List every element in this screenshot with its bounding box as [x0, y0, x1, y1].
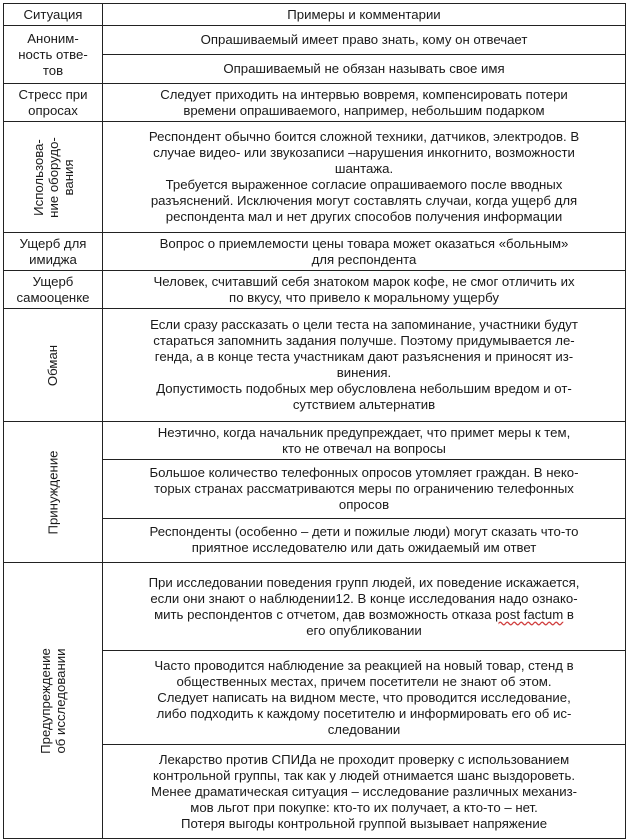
example-cell: Опрашиваемый не обязан называть свое имя — [103, 55, 626, 84]
table-row — [4, 309, 626, 422]
text-line: разъяснений. Исключения могут составлять случаи, когда ущерб для — [150, 193, 578, 208]
table-row — [4, 84, 626, 122]
example-cell — [103, 563, 626, 651]
text-line: времени опрашиваемого, например, небольшим подарком — [183, 102, 545, 118]
label-line: имиджа — [29, 251, 77, 267]
label-line: самооценке — [16, 289, 90, 305]
text-line: Лекарство против СПИДа не проходит проверку с использованием — [158, 751, 570, 767]
label-line: Использова- — [30, 138, 46, 216]
situation-stress — [4, 84, 103, 122]
text-line: генда, а в конце теста участникам дают разъяснения и приносят из- — [154, 349, 574, 364]
text-line: Потеря выгоды контрольной группой вызывает напряжение — [180, 815, 548, 831]
label-line: Ущерб — [32, 273, 74, 289]
text-line: либо подходить к каждому посетителю и информировать его об ис- — [156, 705, 572, 721]
table-row — [4, 563, 626, 651]
label-line: ние оборудо- — [45, 136, 61, 218]
example-cell — [103, 309, 626, 422]
text-line: Респонденты (особенно – дети и пожилые люди) могут сказать что-то — [149, 524, 579, 540]
text-fragment: мить респондентов с отчетом, дав возможность отказа — [154, 606, 492, 622]
rotated-label: Обман — [45, 344, 61, 386]
situation-coercion — [4, 422, 103, 563]
label-line: Ущерб для — [19, 235, 87, 251]
text-line: по вкусу, что привело к моральному ущербу — [229, 289, 499, 305]
text-line: Менее драматическая ситуация – исследование различных механиз- — [150, 783, 578, 799]
text-line: Следует написать на видном месте, что проводится исследование, — [157, 689, 571, 705]
label-line: тов — [42, 62, 64, 78]
text-line: респондента мал и нет других способов получения информации — [165, 209, 563, 224]
label-line: Предупреждение — [38, 647, 53, 754]
rotated-label — [38, 648, 68, 754]
latin-term: post factum — [495, 606, 564, 622]
situation-anonymity — [4, 26, 103, 84]
text-line: контрольной группы, так как у людей отнимается шанс выздороветь. — [153, 767, 575, 783]
text-line: если они знают о наблюдении12. В конце исследования надо ознако- — [150, 590, 578, 606]
label-line: вания — [60, 159, 76, 195]
text-line: его опубликовании — [306, 622, 422, 638]
text-line: торых странах рассматриваются меры по ограничению телефонных — [154, 480, 574, 496]
example-cell — [103, 422, 626, 460]
text-line: винения. — [336, 365, 392, 380]
example-cell: Опрашиваемый имеет право знать, кому он отвечает — [103, 26, 626, 55]
example-cell — [103, 518, 626, 562]
situation-warning — [4, 563, 103, 839]
label-line: Аноним- — [27, 30, 79, 46]
text-line: мов льгот при покупке: кто-то их получает, а кто-то – нет. — [190, 799, 538, 815]
example-cell — [103, 745, 626, 839]
example-cell — [103, 84, 626, 122]
text-line: Требуется выраженное согласие опрашиваемого после вводных — [165, 177, 563, 192]
example-cell — [103, 122, 626, 233]
header-situation: Ситуация — [4, 4, 103, 26]
situation-image — [4, 233, 103, 271]
text-line: для респондента — [311, 251, 417, 267]
text-line: Допустимость подобных мер обусловлена небольшим вредом и от- — [156, 381, 572, 396]
table-row — [4, 233, 626, 271]
text-line: При исследовании поведения групп людей, их поведение искажается, — [148, 574, 580, 590]
rotated-label: Принуждение — [45, 449, 61, 535]
text-line: кто не отвечал на вопросы — [282, 440, 446, 456]
text-line: общественных местах, причем посетители не знают об этом. — [176, 673, 552, 689]
text-line — [106, 607, 622, 623]
text-line: шантажа. — [334, 161, 394, 176]
example-cell — [103, 233, 626, 271]
text-line: следовании — [327, 721, 401, 737]
text-line: случае видео- или звукозаписи –нарушения инкогнито, возможности — [153, 145, 575, 160]
text-line: Если сразу рассказать о цели теста на запоминание, участники будут — [150, 317, 578, 332]
text-line: Большое количество телефонных опросов утомляет граждан. В неко- — [149, 464, 579, 480]
text-line: сутствием альтернатив — [292, 397, 436, 412]
text-line: приятное исследователю или дать ожидаемый им ответ — [191, 540, 537, 556]
ethics-situations-table — [3, 3, 626, 839]
table-header-row — [4, 4, 626, 26]
text-line: Часто проводится наблюдение за реакцией на новый товар, стенд в — [154, 657, 574, 673]
example-cell — [103, 460, 626, 518]
header-examples: Примеры и комментарии — [103, 4, 626, 26]
text-line: Человек, считавший себя знатоком марок кофе, не смог отличить их — [153, 273, 575, 289]
table-row — [4, 422, 626, 460]
table-row — [4, 271, 626, 309]
text-line: Вопрос о приемлемости цены товара может оказаться «больным» — [159, 235, 569, 251]
example-cell — [103, 651, 626, 745]
situation-deception — [4, 309, 103, 422]
text-line: Респондент обычно боится сложной техники, датчиков, электродов. В — [148, 129, 580, 144]
rotated-label — [30, 137, 75, 218]
situation-selfesteem — [4, 271, 103, 309]
table-row — [4, 122, 626, 233]
example-cell — [103, 271, 626, 309]
situation-equipment — [4, 122, 103, 233]
text-line: Неэтично, когда начальник предупреждает, что примет меры к тем, — [157, 424, 571, 440]
label-line: ность отве- — [18, 46, 88, 62]
text-line: стараться запомнить задания получше. Поэтому придумывается ле- — [153, 333, 575, 348]
label-line: опросах — [28, 102, 78, 118]
text-line: Следует приходить на интервью вовремя, компенсировать потери — [160, 86, 568, 102]
text-fragment: в — [563, 606, 574, 622]
table-row — [4, 26, 626, 55]
text-line: опросов — [338, 496, 390, 512]
label-line: Стресс при — [18, 86, 88, 102]
label-line: об исследовании — [53, 647, 68, 754]
